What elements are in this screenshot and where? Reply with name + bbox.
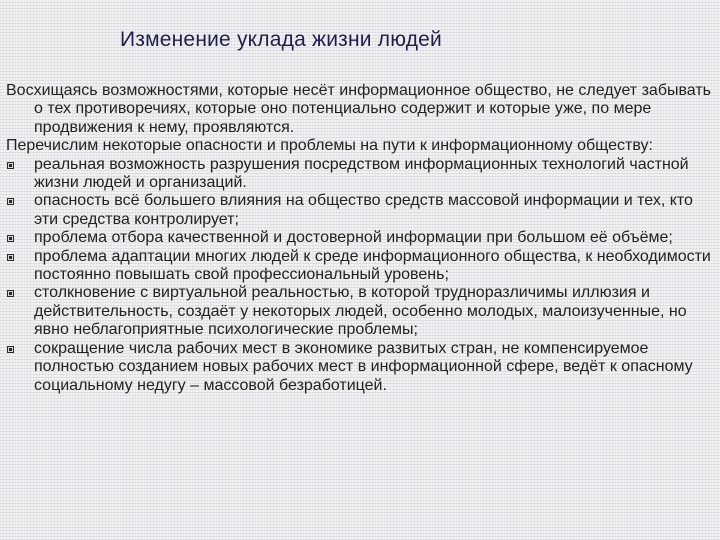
bullet-text: проблема адаптации многих людей к среде информационного общества, к необходимости постоянно повышать свой профессиональный уровень; <box>34 247 711 284</box>
intro-paragraph: Восхищаясь возможностями, которые несёт информационное общество, не следует забывать о тех противоречиях, которые оно потенциально содержит и которые уже, по мере продвижения к нему, проявляются. <box>6 82 712 136</box>
list-item <box>6 229 712 247</box>
bullet-text: сокращение числа рабочих мест в экономике развитых стран, не компенсируемое полностью созданием новых рабочих мест в информационной сфере, ведёт к опасному социальному недугу – массовой безработицей. <box>34 339 693 394</box>
list-item <box>6 192 712 229</box>
bullet-text: опасность всё большего влияния на общество средств массовой информации и тех, кто эти средства контролирует; <box>34 192 693 228</box>
list-item <box>6 340 712 395</box>
list-item <box>6 284 712 339</box>
bullet-text: проблема отбора качественной и достоверной информации при большом её объёме; <box>34 229 673 247</box>
bullet-text: реальная возможность разрушения посредством информационных технологий частной жизни людей и организаций. <box>34 155 689 192</box>
square-bullet-icon <box>7 290 14 297</box>
square-bullet-icon <box>7 198 14 205</box>
slide-body <box>6 82 712 395</box>
square-bullet-icon <box>7 235 14 242</box>
list-item <box>6 248 712 285</box>
slide-title: Изменение уклада жизни людей <box>120 28 442 51</box>
bullet-text: столкновение с виртуальной реальностью, в которой трудноразличимы иллюзия и действительность, создаёт у некоторых людей, особенно молодых, малоизученные, но явно неблагоприятные психологические проблемы; <box>34 284 687 339</box>
lead-paragraph: Перечислим некоторые опасности и проблемы на пути к информационному обществу: <box>6 137 653 155</box>
square-bullet-icon <box>7 346 14 353</box>
square-bullet-icon <box>7 254 14 261</box>
bullet-list <box>6 156 712 395</box>
list-item <box>6 156 712 193</box>
square-bullet-icon <box>7 162 14 169</box>
